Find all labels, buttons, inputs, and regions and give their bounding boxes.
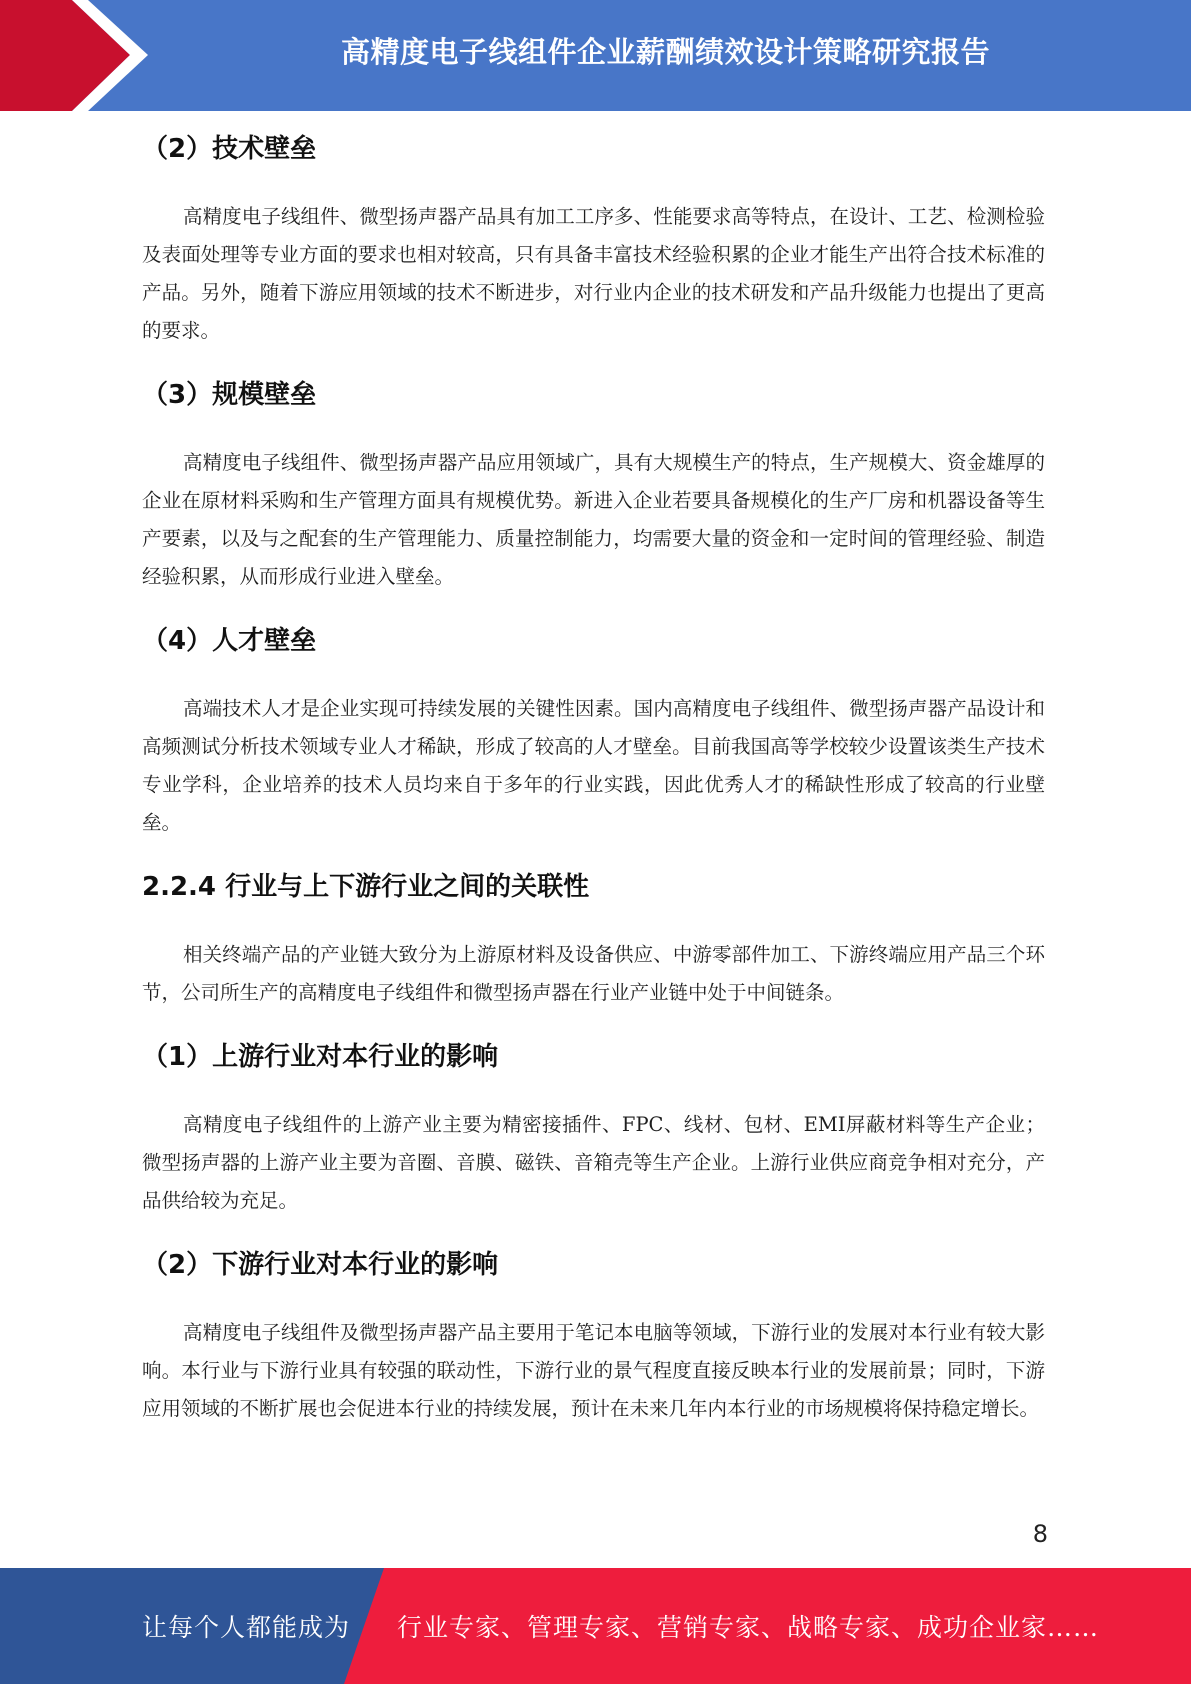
- page-footer: [0, 1568, 1191, 1684]
- paragraph-scale-barrier: 高精度电子线组件、微型扬声器产品应用领域广，具有大规模生产的特点，生产规模大、资金雄厚的企业在原材料采购和生产管理方面具有规模优势。新进入企业若要具备规模化的生产厂房和机器设备等生产要素，以及与之配套的生产管理能力、质量控制能力，均需要大量的资金和一定时间的管理经验、制造经验积累，从而形成行业进入壁垒。: [142, 451, 1045, 588]
- heading-upstream-impact: （1）上游行业对本行业的影响: [142, 1042, 499, 1072]
- paragraph-downstream-impact: 高精度电子线组件及微型扬声器产品主要用于笔记本电脑等领域，下游行业的发展对本行业有较大影响。本行业与下游行业具有较强的联动性，下游行业的景气程度直接反映本行业的发展前景；同时，下游应用领域的不断扩展也会促进本行业的持续发展，预计在未来几年内本行业的市场规模将保持稳定增长。: [142, 1321, 1045, 1420]
- paragraph-industry-chain: 相关终端产品的产业链大致分为上游原材料及设备供应、中游零部件加工、下游终端应用产品三个环节，公司所生产的高精度电子线组件和微型扬声器在行业产业链中处于中间链条。: [142, 943, 1045, 1004]
- heading-scale-barrier: （3）规模壁垒: [142, 380, 317, 410]
- heading-downstream-impact: （2）下游行业对本行业的影响: [142, 1250, 499, 1280]
- paragraph-talent-barrier: 高端技术人才是企业实现可持续发展的关键性因素。国内高精度电子线组件、微型扬声器产品设计和高频测试分析技术领域专业人才稀缺，形成了较高的人才壁垒。目前我国高等学校较少设置该类生产技术专业学科，企业培养的技术人员均来自于多年的行业实践，因此优秀人才的稀缺性形成了较高的行业壁垒。: [142, 697, 1045, 834]
- section-heading-industry-chain: 2.2.4 行业与上下游行业之间的关联性: [142, 872, 590, 902]
- paragraph-technical-barrier: 高精度电子线组件、微型扬声器产品具有加工工序多、性能要求高等特点，在设计、工艺、检测检验及表面处理等专业方面的要求也相对较高，只有具备丰富技术经验积累的企业才能生产出符合技术标准的产品。另外，随着下游应用领域的技术不断进步，对行业内企业的技术研发和产品升级能力也提出了更高的要求。: [142, 205, 1045, 342]
- page-header: [0, 0, 1191, 111]
- report-title: 高精度电子线组件企业薪酬绩效设计策略研究报告: [340, 34, 990, 69]
- heading-talent-barrier: （4）人才壁垒: [142, 626, 317, 656]
- heading-technical-barrier: （2）技术壁垒: [142, 134, 317, 164]
- footer-slogan-left: 让每个人都能成为: [142, 1613, 351, 1642]
- page-number: 8: [1032, 1520, 1048, 1548]
- footer-slogan-right: 行业专家、管理专家、营销专家、战略专家、成功企业家……: [397, 1613, 1100, 1642]
- header-arrow-decoration: [0, 0, 160, 111]
- paragraph-upstream-impact: 高精度电子线组件的上游产业主要为精密接插件、FPC、线材、包材、EMI屏蔽材料等生产企业；微型扬声器的上游产业主要为音圈、音膜、磁铁、音箱壳等生产企业。上游行业供应商竞争相对充分，产品供给较为充足。: [142, 1113, 1045, 1212]
- document-body: [142, 120, 1045, 1428]
